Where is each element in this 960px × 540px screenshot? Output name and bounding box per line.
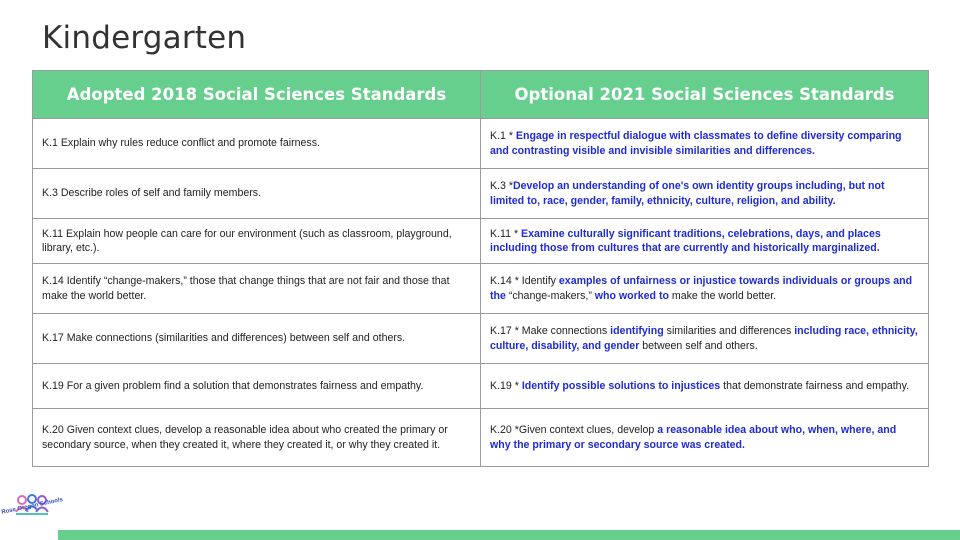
standard-text: K.14 * Identify xyxy=(490,275,559,287)
highlighted-text: Examine culturally significant traditions, celebrations, days, and places including those from cultures that are currently and historically marginalized. xyxy=(490,227,881,254)
table-row xyxy=(33,119,929,169)
table-row xyxy=(33,264,929,314)
header-adopted-2018: Adopted 2018 Social Sciences Standards xyxy=(33,71,481,119)
optional-standard-cell xyxy=(481,364,929,409)
slide-title: Kindergarten xyxy=(42,20,247,56)
table-row xyxy=(33,364,929,409)
standard-text: similarities and differences xyxy=(663,325,795,337)
footer-accent-bar xyxy=(58,530,960,540)
standard-text: K.1 * xyxy=(490,130,516,142)
optional-standard-cell xyxy=(481,119,929,169)
highlighted-text: including race, ethnicity, culture, disability, and gender xyxy=(490,325,918,352)
highlighted-text: identifying xyxy=(610,325,664,337)
adopted-standard-cell: K.14 Identify “change-makers,” those that change things that are not fair and those that make the world better. xyxy=(33,264,481,314)
standard-text: K.19 * xyxy=(490,379,522,392)
highlighted-text: Engage in respectful dialogue with classmates to define diversity comparing and contrasting visible and invisible similarities and differences. xyxy=(490,130,902,157)
standard-text: between self and others. xyxy=(639,339,758,352)
optional-standard-cell xyxy=(481,169,929,219)
optional-standard-cell xyxy=(481,314,929,364)
standard-text: K.3 * xyxy=(490,180,513,192)
table-row xyxy=(33,219,929,264)
standard-text: K.20 *Given context clues, develop xyxy=(490,424,658,436)
standard-text: K.11 * xyxy=(490,227,522,240)
standards-table xyxy=(32,70,929,467)
highlighted-text: a reasonable idea about who, when, where, and why the primary or secondary source was created. xyxy=(490,424,897,451)
highlighted-text: examples of unfairness or injustice towards individuals or groups and the xyxy=(490,275,913,302)
table-row xyxy=(33,409,929,467)
table-body xyxy=(33,119,929,467)
table-row xyxy=(33,169,929,219)
highlighted-text: Develop an understanding of one's own identity groups including, but not limited to, race, gender, family, ethnicity, culture, religion, and ability. xyxy=(490,180,885,207)
standard-text: “change-makers,” xyxy=(505,289,595,302)
table-header-row xyxy=(33,71,929,119)
adopted-standard-cell: K.1 Explain why rules reduce conflict and promote fairness. xyxy=(33,119,481,169)
optional-standard-cell xyxy=(481,409,929,467)
adopted-standard-cell: K.3 Describe roles of self and family members. xyxy=(33,169,481,219)
standard-text: make the world better. xyxy=(668,289,777,302)
logo-text: Rose Oregon Schools xyxy=(1,496,64,516)
highlighted-text: who worked to xyxy=(594,289,669,302)
adopted-standard-cell: K.11 Explain how people can care for our environment (such as classroom, playground, library, etc.). xyxy=(33,219,481,264)
optional-standard-cell xyxy=(481,264,929,314)
standard-text: K.17 * Make connections xyxy=(490,325,611,337)
adopted-standard-cell: K.17 Make connections (similarities and differences) between self and others. xyxy=(33,314,481,364)
optional-standard-cell xyxy=(481,219,929,264)
table-row xyxy=(33,314,929,364)
highlighted-text: Identify possible solutions to injustices xyxy=(521,379,721,392)
standard-text: that demonstrate fairness and empathy. xyxy=(720,379,910,392)
adopted-standard-cell: K.19 For a given problem find a solution that demonstrates fairness and empathy. xyxy=(33,364,481,409)
adopted-standard-cell: K.20 Given context clues, develop a reasonable idea about who created the primary or secondary source, when they created it, where they created it, or why they created it. xyxy=(33,409,481,467)
header-optional-2021: Optional 2021 Social Sciences Standards xyxy=(481,71,929,119)
